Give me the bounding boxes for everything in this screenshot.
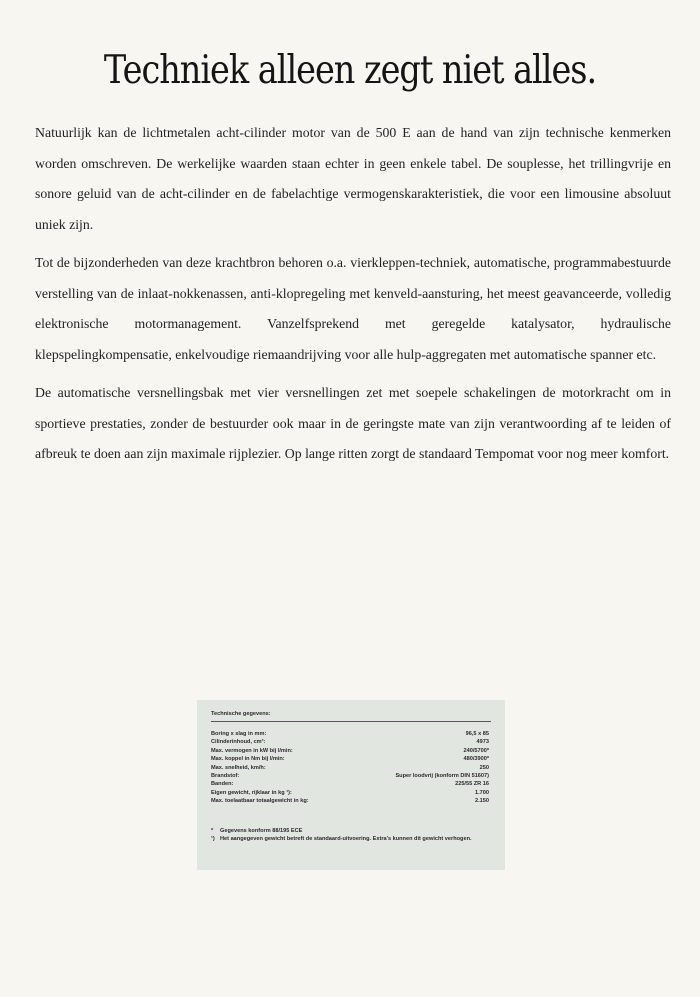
spec-row bbox=[211, 780, 489, 788]
spec-label: Eigen gewicht, rijklaar in kg ¹): bbox=[211, 789, 292, 796]
spec-value: 96,5 x 85 bbox=[465, 731, 489, 737]
spec-value: 4973 bbox=[476, 739, 489, 746]
spec-row bbox=[211, 789, 489, 797]
footnote-text: Gegevens konform 88/195 ECE bbox=[220, 828, 303, 834]
spec-row bbox=[211, 764, 489, 772]
footnote-mark: * bbox=[211, 828, 214, 834]
spec-value: Super loodvrij (konform DIN 51607) bbox=[395, 772, 489, 779]
paragraph-1: Natuurlijk kan de lichtmetalen acht-cilinder motor van de 500 E aan de hand van zijn technische kenmerken worden omschreven. De werkelijke waarden staan echter in geen enkele tabel. De souplesse, het trillingvrije en sonore geluid van de acht-cilinder en de fabelachtige vermogenskarakteristiek, die voor een limousine absoluut uniek zijn. bbox=[35, 125, 671, 232]
spec-value: 225/55 ZR 16 bbox=[455, 781, 489, 788]
spec-title: Technische gegevens: bbox=[211, 710, 491, 722]
spec-label: Max. snelheid, km/h: bbox=[211, 764, 266, 771]
spec-row bbox=[211, 755, 489, 763]
spec-value: 1.700 bbox=[475, 789, 489, 796]
spec-label: Cilinderinhoud, cm³: bbox=[211, 739, 266, 746]
spec-footnotes bbox=[211, 827, 491, 844]
footnote-text: Het aangegeven gewicht betreft de standaard-uitvoering. Extra's kunnen dit gewicht verhogen. bbox=[220, 836, 472, 843]
footnote-mark: ¹) bbox=[211, 836, 215, 843]
spec-label: Max. toelaatbaar totaalgewicht in kg: bbox=[211, 798, 309, 805]
spec-value: 250 bbox=[479, 764, 489, 771]
spec-row bbox=[211, 738, 489, 746]
spec-value: 240/5700* bbox=[463, 747, 489, 754]
spec-label: Boring x slag in mm: bbox=[211, 731, 267, 737]
spec-value: 480/3900* bbox=[463, 756, 489, 763]
body-text bbox=[35, 118, 671, 478]
spec-label: Max. vermogen in kW bij l/min: bbox=[211, 747, 293, 754]
spec-row bbox=[211, 730, 489, 738]
footnote bbox=[211, 827, 491, 835]
spec-label: Banden: bbox=[211, 781, 234, 788]
spec-value: 2.150 bbox=[475, 798, 489, 805]
page-title: Techniek alleen zegt niet alles. bbox=[103, 48, 597, 93]
spec-table bbox=[211, 730, 489, 806]
spec-label: Brandstof: bbox=[211, 772, 240, 779]
paragraph-2: Tot de bijzonderheden van deze krachtbron behoren o.a. vierkleppen-techniek, automatische, programmabestuurde verstelling van de inlaat-nokkenassen, anti-klopregeling met kenveld-aansturing, het meest geavanceerde, volledig elektronische motormanagement. Vanzelfsprekend met geregelde katalysator, hydraulische klepspelingkompensatie, enkelvoudige riemaandrijving voor alle hulp-aggregaten met automatische spanner etc. bbox=[35, 255, 671, 362]
spec-label: Max. koppel in Nm bij l/min: bbox=[211, 756, 285, 763]
spec-box bbox=[197, 700, 505, 870]
paragraph-3: De automatische versnellingsbak met vier versnellingen zet met soepele schakelingen de motorkracht om in sportieve prestaties, zonder de bestuurder ook maar in de geringste mate van zijn verantwoording af te leiden of afbreuk te doen aan zijn maximale rijplezier. Op lange ritten zorgt de standaard Tempomat voor nog meer komfort. bbox=[35, 385, 671, 461]
footnote bbox=[211, 835, 491, 843]
spec-row bbox=[211, 772, 489, 780]
spec-row bbox=[211, 797, 489, 805]
spec-row bbox=[211, 747, 489, 755]
